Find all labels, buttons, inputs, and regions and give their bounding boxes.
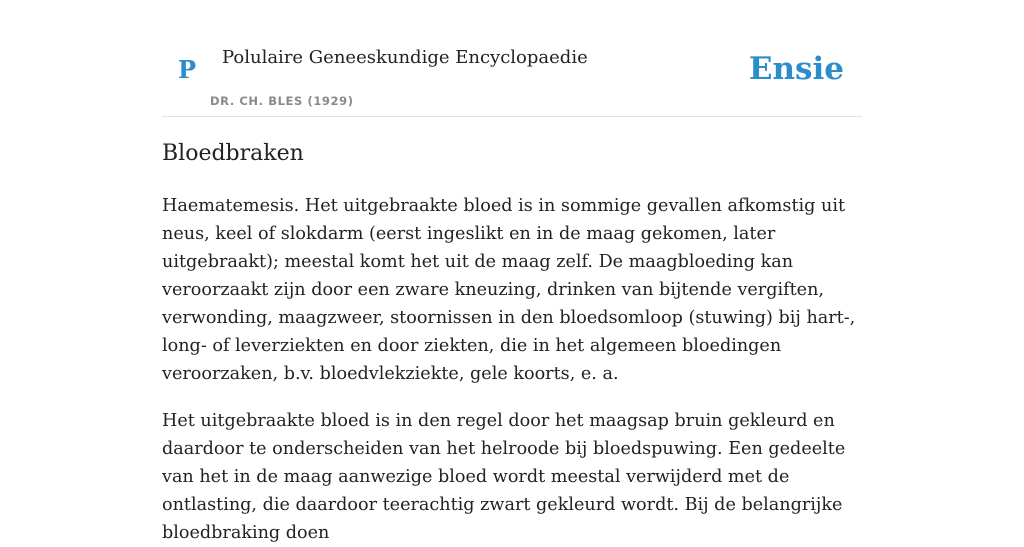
article-title: Bloedbraken xyxy=(162,141,304,166)
article-paragraph-1: Haematemesis. Het uitgebraakte bloed is in sommige gevallen afkomstig uit neus, keel of slokdarm (eerst ingeslikt en in de maag gekomen, later uitgebraakt); meestal komt het uit de maag zelf. De maagbloeding kan veroorzaakt zijn door een zware kneuzing, drinken van bijtende vergiften, verwonding, maagzweer, stoornissen in den bloedsomloop (stuwing) bij hart-, long- of leverziekten en door ziekten, die in het algemeen bloedingen veroorzaken, b.v. bloedvlekziekte, gele koorts, e. a. xyxy=(162,196,856,384)
brand-logo[interactable]: Ensie xyxy=(748,51,844,87)
book-logo[interactable]: P xyxy=(178,55,197,84)
book-title[interactable]: Polulaire Geneeskundige Encyclopaedie xyxy=(222,47,588,68)
article-paragraph-2: Het uitgebraakte bloed is in den regel door het maagsap bruin gekleurd en daardoor te onderscheiden van het helroode bij bloedspuwing. Een gedeelte van het in de maag aanwezige bloed wordt meestal verwijderd met de ontlasting, die daardoor teerachtig zwart gekleurd wordt. Bij de belangrijke bloedbraking doen xyxy=(162,411,846,543)
header xyxy=(162,0,862,117)
book-author: DR. CH. BLES (1929) xyxy=(210,94,354,108)
